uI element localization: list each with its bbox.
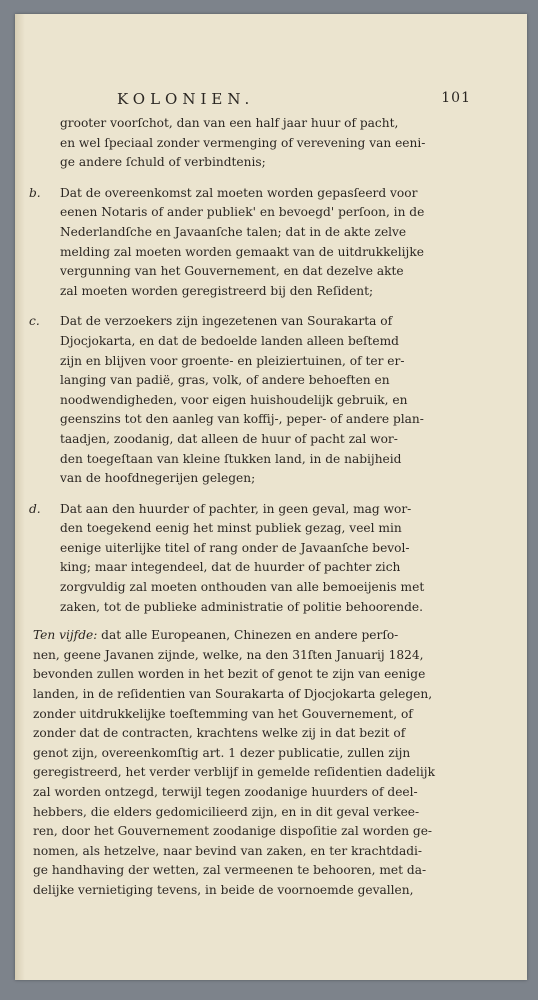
clause-letter: d. [29,501,41,516]
text-line: Nederlandſche en Javaanſche talen; dat in de akte zelve [60,224,407,239]
text-line: zonder dat de contracten, krachtens welke zij in dat bezit of [33,726,406,741]
clause-letter: c. [29,314,40,329]
paragraph-lines [33,646,489,901]
text-line: zijn en blijven voor groente- en pleiziertuinen, of ter er- [60,353,405,368]
clause-item [15,500,479,618]
text-line: ren, door het Gouvernement zoodanige dispoſitie zal worden ge- [33,824,433,839]
clause-list [15,114,527,617]
text-line: delijke vernietiging tevens, in beide de voornoemde gevallen, [33,882,414,897]
text-line: ge handhaving der wetten, zal vermeenen te behooren, met da- [33,863,427,878]
text-line: den toegeſtaan van kleine ſtukken land, in de nabijheid [60,451,402,466]
text-line: nen, geene Javanen zijnde, welke, na den 31ſten Januarij 1824, [33,647,424,662]
paragraph-first-line-rest: dat alle Europeanen, Chinezen en andere perſo- [97,628,399,643]
text-line: geregistreerd, het verder verblijf in gemelde reſidentien dadelijk [33,765,435,780]
paragraph-lead: Ten vijfde: [33,628,98,643]
text-line: nomen, als hetzelve, naar bevind van zaken, en ter krachtdadi- [33,843,423,858]
text-line: en wel ſpeciaal zonder vermenging of verevening van eeni- [60,135,426,150]
text-line: zonder uitdrukkelijke toeſtemming van het Gouvernement, of [33,706,413,721]
text-line: bevonden zullen worden in het bezit of genot te zijn van eenige [33,667,426,682]
text-line: ge andere ſchuld of verbindtenis; [60,155,266,170]
text-line: eenen Notaris of ander publiek' en bevoegd' perſoon, in de [60,205,425,220]
text-line: grooter voorſchot, dan van een half jaar huur of pacht, [60,116,399,130]
text-line: taadjen, zoodanig, dat alleen de huur of pacht zal wor- [60,431,398,446]
paragraph-first-line [33,626,489,646]
page-number: 101 [441,90,471,106]
text-line: van de hoofdnegerijen gelegen; [60,471,256,486]
paragraph-ten-vijfde [15,626,527,900]
text-line: zal moeten worden geregistreerd bij den Reſident; [60,283,374,298]
clause-lines [15,312,479,488]
text-line: noodwendigheden, voor eigen huishoudelijk gebruik, en [60,392,408,407]
text-line: landen, in de reſidentien van Sourakarta of Djocjokarta gelegen, [33,687,433,702]
clause-item [15,114,479,173]
page-body [15,114,527,901]
book-page [15,14,527,980]
text-line: hebbers, die elders gedomicilieerd zijn, en in dit geval verkee- [33,804,420,819]
clause-item [15,312,479,488]
text-line: den toegekend eenig het minst publiek gezag, veel min [60,521,402,536]
text-line: Dat de overeenkomst zal moeten worden gepasſeerd voor [60,185,418,200]
running-title: KOLONIEN. [117,90,255,108]
text-line: Dat de verzoekers zijn ingezetenen van Sourakarta of [60,314,393,329]
text-line: melding zal moeten worden gemaakt van de uitdrukkelijke [60,244,424,259]
running-header [15,90,527,114]
clause-item [15,184,479,302]
text-line: Dat aan den huurder of pachter, in geen geval, mag wor- [60,501,412,516]
text-line: langing van padië, gras, volk, of andere behoeften en [60,373,390,388]
text-line: zal worden ontzegd, terwijl tegen zoodanige huurders of deel- [33,785,418,799]
text-line: zaken, tot de publieke administratie of politie behoorende. [60,599,423,614]
text-line: genot zijn, overeenkomſtig art. 1 dezer publicatie, zullen zijn [33,745,411,760]
text-line: zorgvuldig zal moeten onthouden van alle bemoeijenis met [60,580,425,595]
text-line: king; maar integendeel, dat de huurder of pachter zich [60,560,401,575]
text-line: geenszins tot den aanleg van koffij-, peper- of andere plan- [60,412,424,427]
clause-lines [15,500,479,618]
clause-lines [15,184,479,302]
clause-letter: b. [29,185,41,200]
clause-lines [15,114,479,173]
text-line: eenige uiterlijke titel of rang onder de Javaanſche bevol- [60,540,410,555]
text-line: vergunning van het Gouvernement, en dat dezelve akte [60,264,404,279]
text-line: Djocjokarta, en dat de bedoelde landen alleen beſtemd [60,333,399,348]
